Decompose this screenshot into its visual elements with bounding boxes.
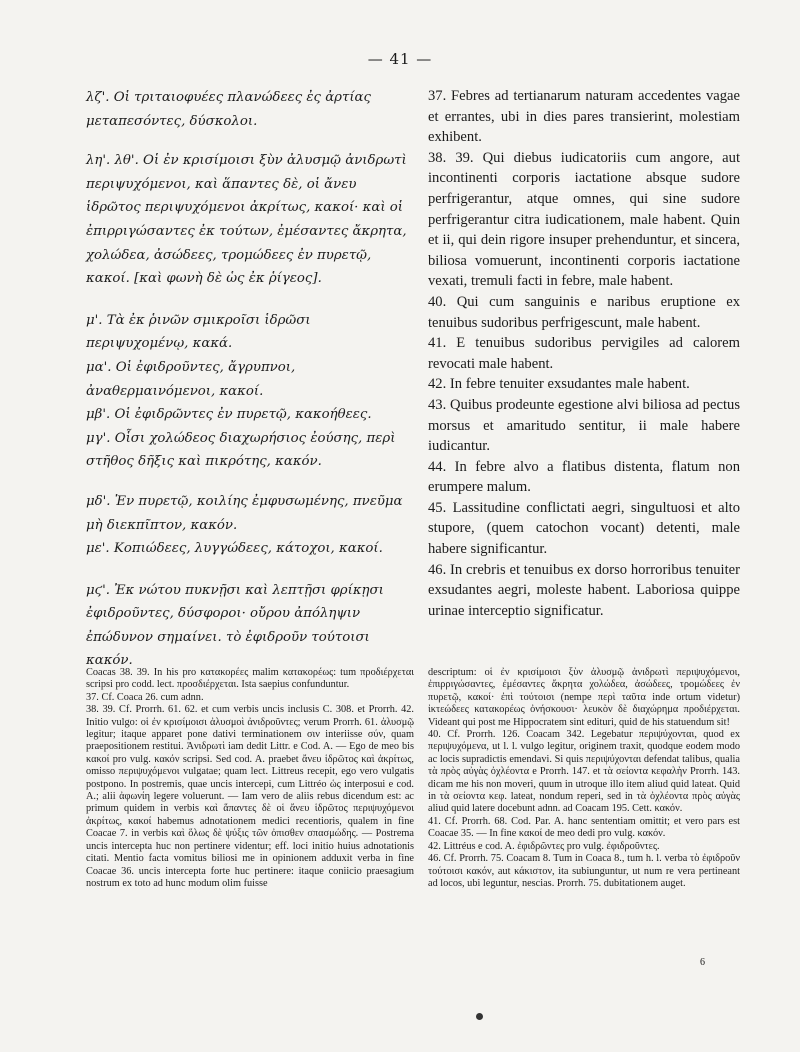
footnote: 42. Littréus e cod. A. ἐφιδρῶντες pro vulg. ἐφιδροῦντες. bbox=[428, 840, 660, 852]
footnotes-right bbox=[428, 667, 740, 890]
latin-paragraph: 42. In febre tenuiter exsudantes male habent. bbox=[428, 376, 690, 393]
footnote: 37. Cf. Coaca 26. cum adnn. bbox=[86, 691, 204, 703]
greek-aphorism: μγ'. Οἷσι χολώδεος διαχωρήσιος ἐούσης, περὶ στῆθος δῆξις καὶ πικρότης, κακόν. bbox=[86, 430, 396, 470]
footnote: 40. Cf. Prorrh. 126. Coacam 342. Legebatur περιψύχονται, quod ex περιψυχόμενα, ut l. l. vulgo legitur, originem traxit, quodque eodem modo ac locis supradictis emendavi. Si quis περιψύχονται defendat talibus, qualia τὰ πρὸς αὐγὰς ὀχλέοντα e Prorrh. 147. et τὰ σείοντα κεφαλὴν Prorrh. 143. dicam me his non moveri, quum in utroque illo item aliud quid lateat. Quid in τὰ σείοντα κεφ. lateat, nondum reperi, sed in τὰ ὀχλέοντα πρὸς αὐγὰς aliud quid latere docebunt adnn. ad Coacam 195. Cett. κακόν. bbox=[428, 729, 740, 815]
greek-aphorism: μα'. Οἱ ἐφιδροῦντες, ἄγρυπνοι, ἀναθερμαινόμενοι, κακοί. bbox=[86, 359, 296, 399]
greek-aphorism: λζ'. Οἱ τριταιοφυέες πλανώδεες ἐς ἀρτίας μεταπεσόντες, δύσκολοι. bbox=[86, 90, 371, 129]
footnote: 38. 39. Cf. Prorrh. 61. 62. et cum verbis uncis inclusis C. 308. et Prorrh. 42. Initio vulgo: οἱ ἐν κρισίμοισι ἀλυσμοὶ ἀνιδροῦντες; verum Prorrh. 61. ἀλυσμῷ legitur; itaque apparet pone dativi terminationem σιν interiisse σύν, quam praepositionem restitui. Ἀνιδρωτὶ iam dedit Littr. e Cod. A. — Ego de meo bis κακοί pro vulg. κακόν scripsi. Sed cod. A. praebet ἄνευ ἱδρῶτος καὶ ἀκρίτως, omisso περιψυχόμενοι vulgatae; quam lect. Littreus recepit, ego vero vulgatis postpono. In postremis, quae uncis intercepi, cum Littréo ὡς interposui e cod. A.; alii ἀφωνίη legere voluerunt. — Iam vero de aliis rebus dicendum est: ac primum quidem in verbis καὶ ἅπαντες δὲ οἱ ἄνευ ἱδρῶτος περιψυχόμενοι ἀκρίτως, κακοί habemus adnotationem medici recentioris, qualem in fine Coacae 7. in verbis καὶ ὅλως δὲ ψύξις τῶν ὀπισθεν σπασμώδης. — Postrema uncis intercepta huc non pertinere videntur; eff. loci initio huius adnotationis citati. Mentio facta vomitus biliosi me in opinionem adduxit verba in fine Coacae 36. uncis intercepta forte huc pertinere: itaque coniicio praesagium nostrum ex toto ad hunc modum olim fuisse bbox=[86, 704, 414, 889]
latin-translation-column bbox=[428, 86, 740, 621]
greek-aphorism: λη'. λθ'. Οἱ ἐν κρισίμοισι ξὺν ἀλυσμῷ ἀνιδρωτὶ περιψυχόμενοι, καὶ ἅπαντες δὲ, οἱ ἄνευ ἱδρῶτος περιψυχόμενοι ἀκρίτως, κακοί· καὶ οἱ ἐπιρριγώσαντες ἐκ τούτων, ἐμέσαντες ἄκρητα, χολώδεα, ἀσώδεες, τρομώδεες ἐν πυρετῷ, κακοί. [καὶ φωνὴ δὲ ὡς ἐκ ῥίγεος]. bbox=[86, 153, 407, 287]
footnote: descriptum: οἱ ἐν κρισίμοισι ξὺν ἀλυσμῷ ἀνιδρωτὶ περιψυχόμενοι, ἐπιρριγώσαντες, ἐμέσαντες ἄκρητα χολώδεα, ἀσώδεες, τρομώδεες ἐν πυρετῷ, κακοί· ἐπὶ τούτοισι (nempe περὶ ταῦτα inde ortum videtur) ἰκτεώδεες κατακορέως ὀνήσκουσι· λευκὸν δὲ διαχώρημα προδιέρχεται. Videant qui post me Hippocratem sint edituri, quid de his statuendum sit! bbox=[428, 667, 740, 728]
greek-aphorism: μβ'. Οἱ ἐφιδρῶντες ἐν πυρετῷ, κακοήθεες. bbox=[86, 407, 372, 423]
greek-aphorism: μϛ'. Ἐκ νώτου πυκνῇσι καὶ λεπτῇσι φρίκῃσι ἐφιδροῦντες, δύσφοροι· οὔρου ἀπόληψιν ἐπώδυνον σημαίνει. τὸ ἐφιδροῦν τούτοισι κακόν. bbox=[86, 582, 384, 669]
ink-dot bbox=[476, 1013, 483, 1020]
latin-paragraph: 43. Quibus prodeunte egestione alvi biliosa ad pectus morsus et amaritudo sentitur, ii male habere iudicantur. bbox=[428, 396, 740, 455]
latin-paragraph: 46. In crebris et tenuibus ex dorso horroribus tenuiter exsudantes aegri, moleste habent. Laboriosa quippe urinae interceptio significatur. bbox=[428, 561, 740, 619]
page-number: — 41 — bbox=[367, 50, 433, 68]
latin-paragraph: 45. Lassitudine conflictati aegri, singultuosi et alto stupore, (quem catochon vocant) detenti, male habere significantur. bbox=[428, 499, 740, 558]
latin-paragraph: 40. Qui cum sanguinis e naribus eruptione ex tenuibus sudoribus perfrigescunt, male habent. bbox=[428, 293, 740, 331]
greek-aphorism: με'. Κοπιώδεες, λυγγώδεες, κάτοχοι, κακοί. bbox=[86, 541, 383, 557]
latin-paragraph: 37. Febres ad tertianarum naturam accedentes vagae et errantes, ubi in dies pares transierint, molestiam exhibent. bbox=[428, 88, 740, 146]
footnote: 46. Cf. Prorrh. 75. Coacam 8. Tum in Coaca 8., tum h. l. verba τὸ ἐφιδροῦν τούτοισι κακόν, aut κάκιστον, ita subiunguntur, ut num re vera pertineant ad locos, ubi leguntur, nescias. Prorrh. 75. dubitationem auget. bbox=[428, 853, 740, 889]
signature-mark: 6 bbox=[700, 957, 705, 968]
footnote: Coacas 38. 39. In his pro κατακορέες malim κατακορέως: tum προδιέρχεται scripsi pro codd. lect. προσδιέρχεται. Ista saepius confunduntur. bbox=[86, 667, 414, 691]
footnotes-left bbox=[86, 667, 414, 890]
greek-aphorism: μδ'. Ἐν πυρετῷ, κοιλίης ἐμφυσωμένης, πνεῦμα μὴ διεκπῖπτον, κακόν. bbox=[86, 493, 403, 533]
latin-paragraph: 41. E tenuibus sudoribus pervigiles ad calorem revocati male habent. bbox=[428, 335, 740, 372]
latin-paragraph: 38. 39. Qui diebus iudicatoriis cum angore, aut incontinenti corporis iactatione absque sudore perfrigerantur, atque omnes, qui sine sudore perfrigerantur citra iudicationem, male habent. Quin et ii, qui dein rigore insuper prehenduntur, et sincera, biliosa vomuerunt, incontinenti corporis iactatione vexati, tremuli facti in febre, male habent. bbox=[428, 149, 740, 290]
latin-paragraph: 44. In febre alvo a flatibus distenta, flatum non erumpere malum. bbox=[428, 458, 740, 496]
footnote: 41. Cf. Prorrh. 68. Cod. Par. A. hanc sententiam omittit; et vero pars est Coacae 35. — In fine κακοί de meo dedi pro vulg. κακόν. bbox=[428, 815, 740, 840]
greek-aphorism: μ'. Τὰ ἐκ ῥινῶν σμικροῖσι ἱδρῶσι περιψυχομένῳ, κακά. bbox=[86, 312, 311, 352]
greek-text-column bbox=[86, 86, 414, 673]
